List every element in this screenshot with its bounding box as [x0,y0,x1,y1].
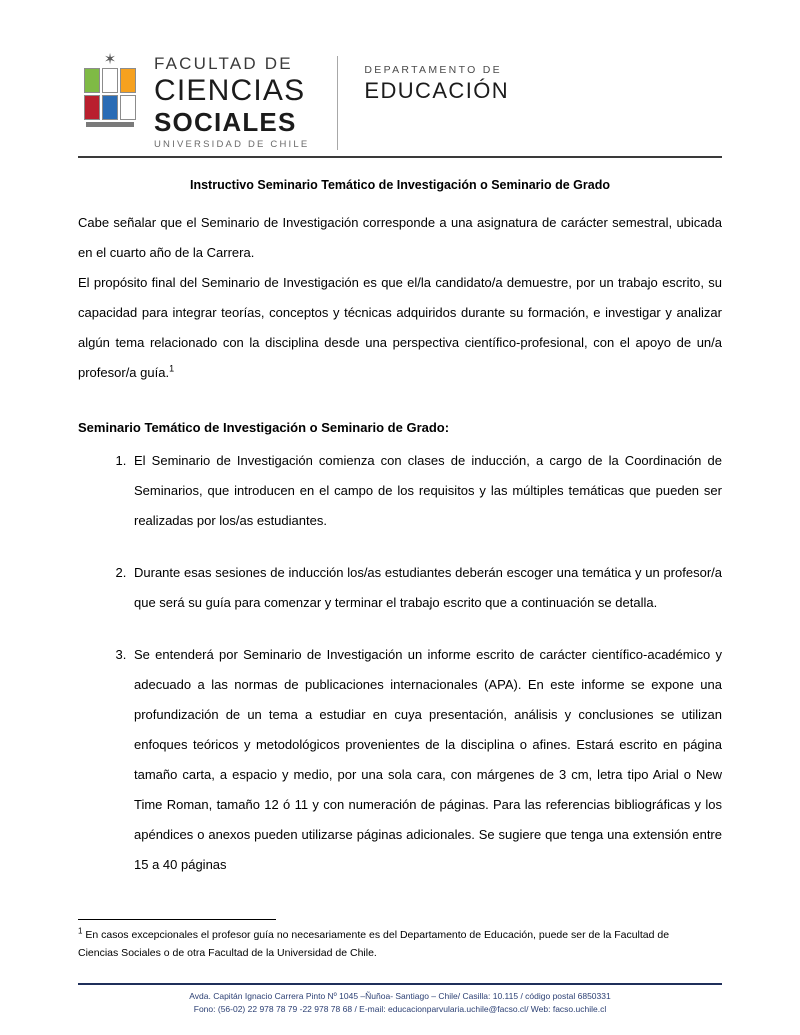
footnote-reference: 1 [169,363,175,374]
crest-cell [120,95,136,120]
university-crest-icon [78,52,142,134]
wordmark-departamento: DEPARTAMENTO DE [364,64,502,76]
list-item: 3. Se entenderá por Seminario de Investigación un informe escrito de carácter científico-académico y adecuado a las normas de publicaciones internacionales (APA). En este informe se expone una profundización de un tema a estudiar en cuya presentación, análisis y conclusiones se utilizan enfoques teóricos y metodológicos provenientes de la disciplina o afines. Estará escrito en página tamaño carta, a espacio y medio, por una sola cara, con márgenes de 3 cm, letra tipo Arial o New Time Roman, tamaño 12 ó 11 y con numeración de páginas. Para las referencias bibliográficas y los apéndices o anexos pueden utilizarse páginas adicionales. Se sugiere que tenga una extensión entre 15 a 40 páginas [130,640,722,880]
list-item: 1. El Seminario de Investigación comienza con clases de inducción, a cargo de la Coordinación de Seminarios, que introducen en el campo de los requisitos y las múltiples temáticas que pueden ser realizadas por los/as estudiantes. [130,446,722,536]
crest-base [86,122,134,127]
crest-grid [84,68,136,120]
crest-cell [84,68,100,93]
page-title: Instructivo Seminario Temático de Investigación o Seminario de Grado [189,178,610,192]
wordmark-ciencias: CIENCIAS [154,74,306,107]
crest-cell [102,68,118,93]
crest-cell [84,95,100,120]
footnote-marker: 1 [78,926,83,936]
wordmark-universidad: UNIVERSIDAD DE CHILE [154,139,310,150]
wordmark-educacion: EDUCACIÓN [364,78,510,103]
header-rule [78,156,722,158]
numbered-list [78,446,722,880]
footer-rule [78,983,722,985]
page-footer [78,990,722,1016]
paragraph-1: Cabe señalar que el Seminario de Investigación corresponde a una asignatura de carácter semestral, ubicada en el cuarto año de la Carrera. [78,215,722,260]
wordmark-divider [337,56,338,150]
footnote [78,926,698,962]
list-item: 2. Durante esas sesiones de inducción los/as estudiantes deberán escoger una temática y un profesor/a que será su guía para comenzar y terminar el trabajo escrito que a continuación se detalla. [130,558,722,618]
paragraph-2-text: El propósito final del Seminario de Investigación es que el/la candidato/a demuestre, por un trabajo escrito, su capacidad para integrar teorías, conceptos y técnicas adquiridos durante su formación, e investigar y analizar algún tema relacionado con la disciplina desde una perspectiva científico-profesional, con el apoyo de un/a profesor/a guía. [78,275,722,380]
wordmark-sociales: SOCIALES [154,107,297,137]
department-wordmark [364,52,509,104]
document-body [78,176,722,880]
faculty-wordmark [154,52,309,150]
crest-cell [120,68,136,93]
paragraph-2 [78,268,722,388]
faculty-logo [78,52,722,150]
letterhead [78,52,722,156]
footnote-separator [78,919,276,920]
crest-cell [102,95,118,120]
footnote-text: En casos excepcionales el profesor guía no necesariamente es del Departamento de Educación, puede ser de la Facultad de Ciencias Sociales o de otra Facultad de la Universidad de Chile. [78,929,670,959]
footer-contact: Fono: (56-02) 22 978 78 79 -22 978 78 68 / E-mail: educacionparvularia.uchile@facso.cl/ Web: facso.uchile.cl [193,1004,607,1014]
section-heading: Seminario Temático de Investigación o Seminario de Grado: [78,420,450,435]
crest-star-icon: ✶ [103,51,117,68]
wordmark-facultad: FACULTAD DE [154,54,293,73]
footer-address: Avda. Capitán Ignacio Carrera Pinto Nº 1045 –Ñuñoa- Santiago – Chile/ Casilla: 10.115 / código postal 6850331 [189,991,611,1001]
